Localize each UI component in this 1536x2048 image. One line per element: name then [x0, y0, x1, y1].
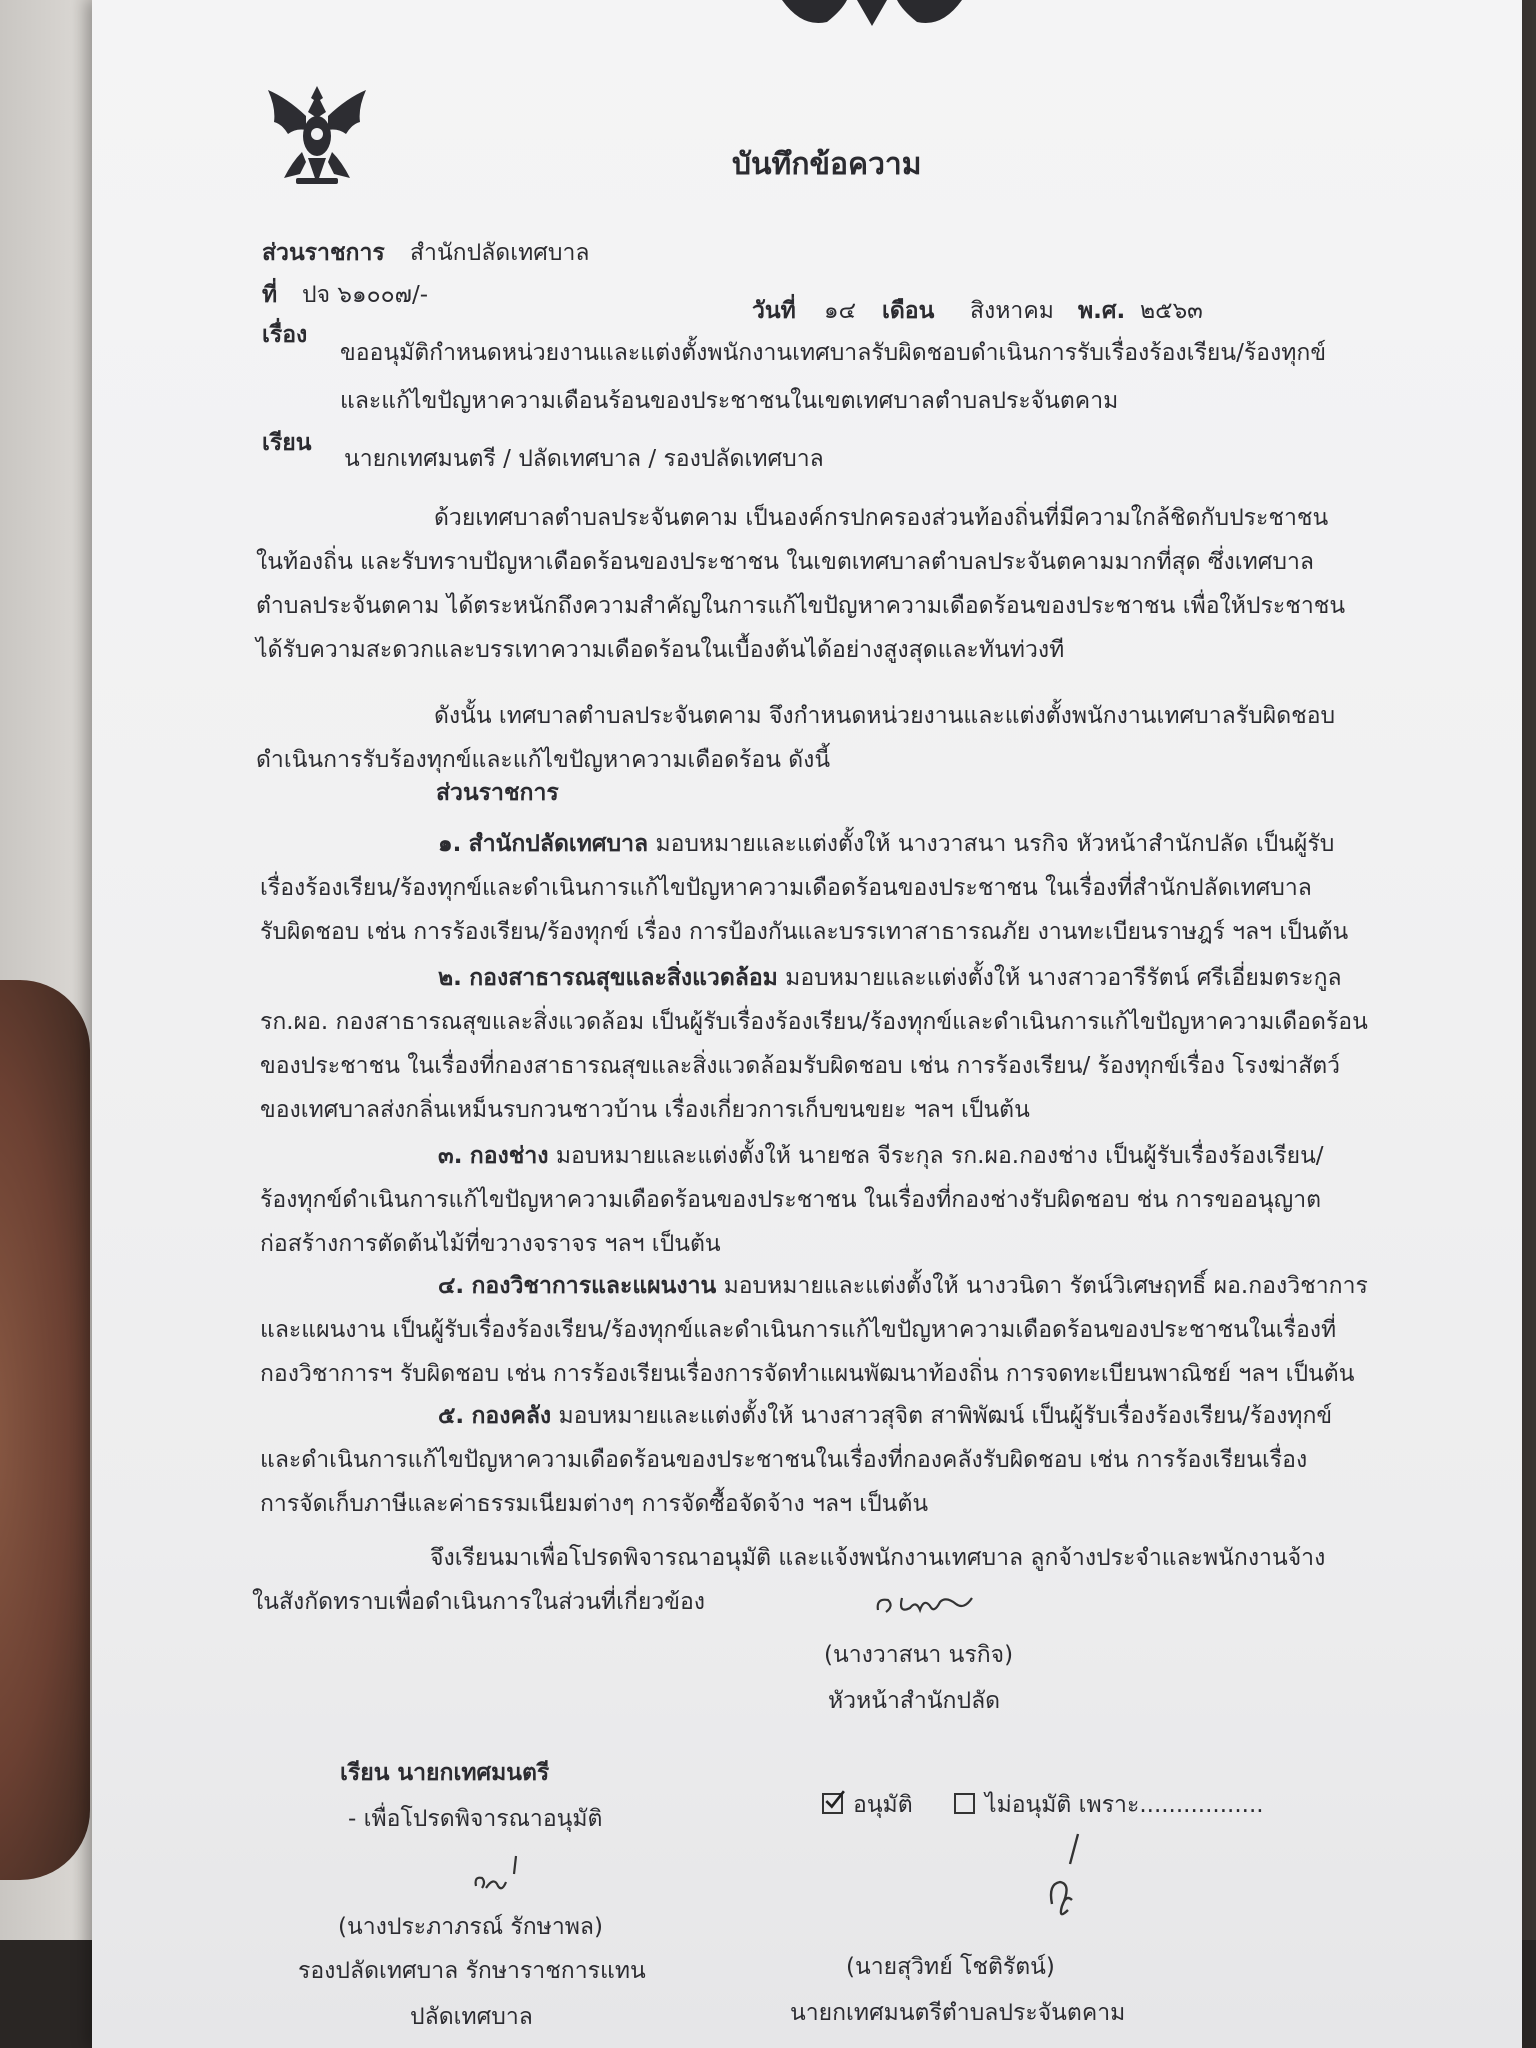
item-line: รับผิดชอบ เช่น การร้องเรียน/ร้องทุกข์ เรื่อง การป้องกันและบรรเทาสาธารณภัย งานทะเบียนราษฎร์ ฯลฯ เป็นต้น — [260, 919, 1349, 945]
paragraph-line: ในท้องถิ่น และรับทราบปัญหาเดือดร้อนของประชาชน ในเขตเทศบาลตำบลประจันตคามมากที่สุด ซึ่งเทศบาล — [256, 549, 1314, 575]
author-signature-icon — [872, 1584, 992, 1624]
item-line: ของประชาชน ในเรื่องที่กองสาธารณสุขและสิ่งแวดล้อมรับผิดชอบ เช่น การร้องเรียน/ ร้องทุกข์เรื่อง โรงฆ่าสัตว์ — [260, 1053, 1341, 1079]
item-line: การจัดเก็บภาษีและค่าธรรมเนียมต่างๆ การจัดซื้อจัดจ้าง ฯลฯ เป็นต้น — [260, 1491, 929, 1517]
list-item — [260, 956, 1368, 1132]
item-line: และดำเนินการแก้ไขปัญหาความเดือดร้อนของประชาชนในเรื่องที่กองคลังรับผิดชอบ เช่น การร้องเรียนเรื่อง — [260, 1447, 1308, 1473]
memo-document — [92, 0, 1522, 2048]
approve-checkbox[interactable] — [822, 1793, 843, 1814]
deputy-title-line2: ปลัดเทศบาล — [410, 2004, 533, 2030]
paragraph-decision — [256, 694, 1335, 782]
item-number: ๒. — [438, 965, 462, 991]
mayor-name: (นายสุวิทย์ โชติรัตน์) — [846, 1954, 1055, 1980]
subject-line-1: ขออนุมัติกำหนดหน่วยงานและแต่งตั้งพนักงานเทศบาลรับผิดชอบดำเนินการรับเรื่องร้องเรียน/ร้องทุกข์ — [340, 340, 1327, 366]
paragraph-intro — [256, 496, 1345, 672]
checkmark-icon — [823, 1789, 845, 1811]
item-line: ของเทศบาลส่งกลิ่นเหม็นรบกวนชาวบ้าน เรื่องเกี่ยวการเก็บขนขยะ ฯลฯ เป็นต้น — [260, 1097, 1030, 1123]
deputy-title-line1: รองปลัดเทศบาล รักษาราชการแทน — [298, 1958, 646, 1984]
item-line: ร้องทุกข์ดำเนินการแก้ไขปัญหาความเดือดร้อนของประชาชน ในเรื่องที่กองช่างรับผิดชอบ ช่น การขออนุญาต — [260, 1187, 1322, 1213]
closing-line: ในสังกัดทราบเพื่อดำเนินการในส่วนที่เกี่ยวข้อง — [252, 1589, 706, 1615]
ref-label: ที่ — [262, 282, 278, 308]
item-first-line: มอบหมายและแต่งตั้งให้ นายชล จีระกุล รก.ผอ.กองช่าง เป็นผู้รับเรื่องร้องเรียน/ — [555, 1143, 1324, 1169]
item-line: กองวิชาการฯ รับผิดชอบ เช่น การร้องเรียนเรื่องการจัดทำแผนพัฒนาท้องถิ่น การจดทะเบียนพาณิชย์ ฯลฯ เป็นต้น — [260, 1361, 1355, 1387]
month-label: เดือน — [882, 298, 935, 324]
date-label: วันที่ — [752, 298, 796, 324]
deputy-name: (นางประภาภรณ์ รักษาพล) — [338, 1914, 603, 1940]
approve-option[interactable] — [822, 1790, 913, 1820]
paragraph-line: ดังนั้น เทศบาลตำบลประจันตคาม จึงกำหนดหน่วยงานและแต่งตั้งพนักงานเทศบาลรับผิดชอบ — [434, 703, 1336, 729]
year-label: พ.ศ. — [1078, 298, 1126, 324]
subject-label: เรื่อง — [262, 322, 308, 348]
item-line: เรื่องร้องเรียน/ร้องทุกข์และดำเนินการแก้ไขปัญหาความเดือดร้อนของประชาชน ในเรื่องที่สำนักปลัดเทศบาล — [260, 875, 1312, 901]
agency-value: สำนักปลัดเทศบาล — [410, 240, 590, 266]
item-unit: กองช่าง — [469, 1143, 549, 1169]
item-first-line: มอบหมายและแต่งตั้งให้ นางสาวอารีรัตน์ ศรีเอี่ยมตระกูล — [785, 965, 1342, 991]
to-value: นายกเทศมนตรี / ปลัดเทศบาล / รองปลัดเทศบาล — [344, 446, 824, 472]
item-number: ๑. — [438, 831, 462, 857]
closing-paragraph — [252, 1536, 1325, 1624]
paragraph-line: ดำเนินการรับร้องทุกข์และแก้ไขปัญหาความเดือดร้อน ดังนี้ — [256, 747, 831, 773]
mayor-title: นายกเทศมนตรีตำบลประจันตคาม — [790, 2000, 1126, 2026]
list-item — [260, 1264, 1368, 1396]
item-number: ๔. — [438, 1273, 465, 1299]
to-label: เรียน — [262, 430, 312, 456]
item-unit: กองคลัง — [471, 1403, 552, 1429]
reject-label: ไม่อนุมัติ เพราะ................. — [985, 1792, 1264, 1818]
paragraph-line: ได้รับความสะดวกและบรรเทาความเดือดร้อนในเบื้องต้นได้อย่างสูงสุดและทันท่วงที — [256, 637, 1065, 663]
reject-option[interactable] — [954, 1790, 1264, 1820]
deputy-signature-icon — [472, 1852, 532, 1902]
item-unit: สำนักปลัดเทศบาล — [468, 831, 649, 857]
date-day: ๑๔ — [824, 298, 857, 324]
item-line: ก่อสร้างการตัดต้นไม้ที่ขวางจราจร ฯลฯ เป็นต้น — [260, 1231, 721, 1257]
garuda-emblem-icon — [262, 78, 372, 188]
item-first-line: มอบหมายและแต่งตั้งให้ นางวนิดา รัตน์วิเศษฤทธิ์ ผอ.กองวิชาการ — [723, 1273, 1368, 1299]
approve-label: อนุมัติ — [853, 1792, 913, 1818]
list-item — [260, 1394, 1332, 1526]
agency-label: ส่วนราชการ — [262, 240, 385, 266]
year-value: ๒๕๖๓ — [1140, 298, 1203, 324]
section-heading: ส่วนราชการ — [436, 780, 559, 806]
reject-checkbox[interactable] — [954, 1793, 975, 1814]
closing-line: จึงเรียนมาเพื่อโปรดพิจารณาอนุมัติ และแจ้งพนักงานเทศบาล ลูกจ้างประจำและพนักงานจ้าง — [430, 1545, 1326, 1571]
ref-value: ปจ ๖๑๐๐๗/- — [302, 282, 429, 308]
item-first-line: มอบหมายและแต่งตั้งให้ นางวาสนา นรกิจ หัวหน้าสำนักปลัด เป็นผู้รับ — [655, 831, 1335, 857]
deputy-to: เรียน นายกเทศมนตรี — [340, 1760, 550, 1786]
item-number: ๕. — [438, 1403, 465, 1429]
item-number: ๓. — [438, 1143, 463, 1169]
paragraph-line: ตำบลประจันตคาม ได้ตระหนักถึงความสำคัญในการแก้ไขปัญหาความเดือดร้อนของประชาชน เพื่อให้ประชาชน — [256, 593, 1346, 619]
item-unit: กองวิชาการและแผนงาน — [471, 1273, 717, 1299]
subject-line-2: และแก้ไขปัญหาความเดือนร้อนของประชาชนในเขตเทศบาลตำบลประจันตคาม — [340, 388, 1119, 414]
memo-title: บันทึกข้อความ — [732, 147, 922, 182]
list-item — [260, 822, 1348, 954]
hand-holding-paper — [0, 980, 90, 1880]
item-line: และแผนงาน เป็นผู้รับเรื่องร้องเรียน/ร้องทุกข์และดำเนินการแก้ไขปัญหาความเดือดร้อนของประชาชนในเรื่องที่ — [260, 1317, 1337, 1343]
garuda-emblem-partial-icon — [772, 0, 972, 30]
list-item — [260, 1134, 1324, 1266]
author-name: (นางวาสนา นรกิจ) — [824, 1642, 1014, 1668]
mayor-signature-icon — [1032, 1830, 1112, 1930]
item-unit: กองสาธารณสุขและสิ่งแวดล้อม — [469, 965, 778, 991]
author-title: หัวหน้าสำนักปลัด — [828, 1688, 1001, 1714]
item-first-line: มอบหมายและแต่งตั้งให้ นางสาวสุจิต สาพิพัฒน์ เป็นผู้รับเรื่องร้องเรียน/ร้องทุกข์ — [558, 1403, 1333, 1429]
month-value: สิงหาคม — [970, 298, 1054, 324]
paragraph-line: ด้วยเทศบาลตำบลประจันตคาม เป็นองค์กรปกครองส่วนท้องถิ่นที่มีความใกล้ชิดกับประชาชน — [434, 505, 1329, 531]
deputy-note: - เพื่อโปรดพิจารณาอนุมัติ — [348, 1806, 603, 1832]
item-line: รก.ผอ. กองสาธารณสุขและสิ่งแวดล้อม เป็นผู้รับเรื่องร้องเรียน/ร้องทุกข์และดำเนินการแก้ไขปัญหาความเดือดร้อน — [260, 1009, 1368, 1035]
